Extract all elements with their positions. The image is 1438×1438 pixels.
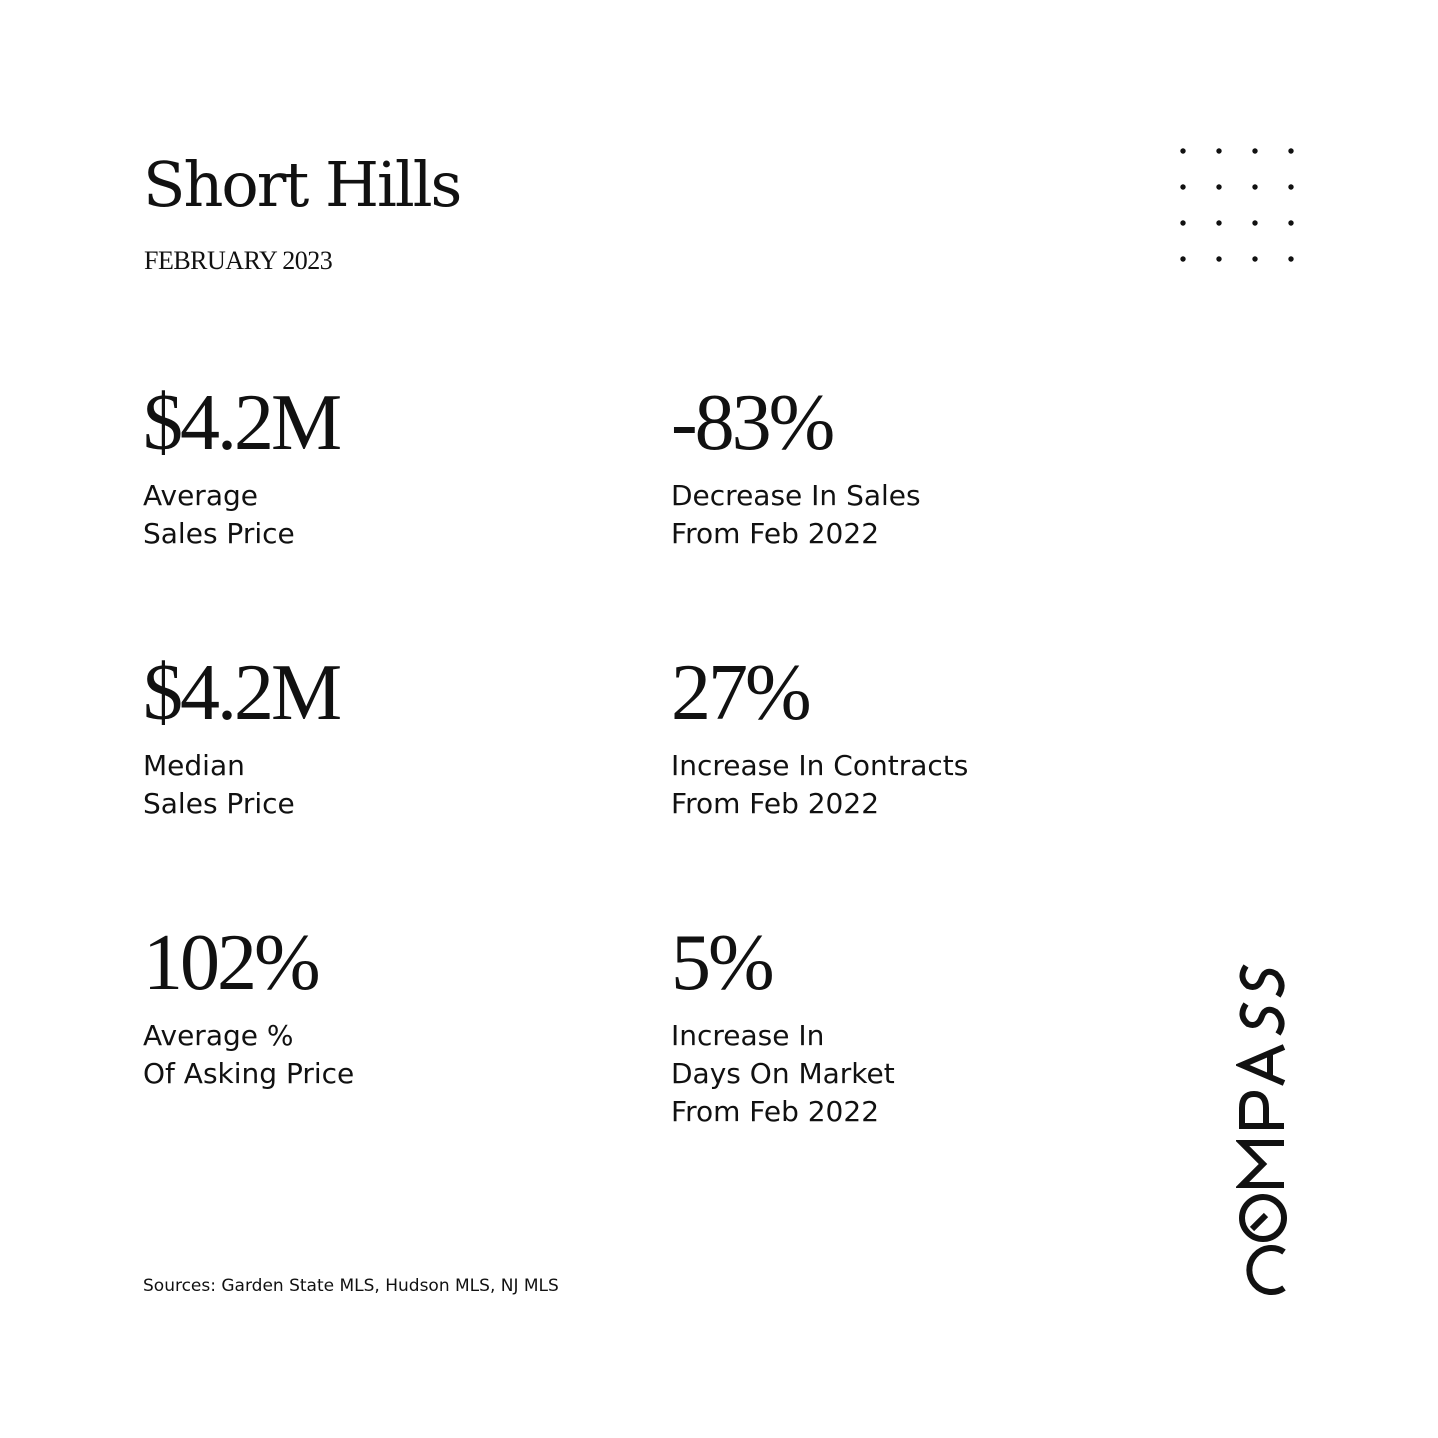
stat-label: Average Sales Price <box>143 479 295 550</box>
stat-label: Decrease In Sales From Feb 2022 <box>671 479 921 550</box>
compass-logo <box>1236 950 1296 1296</box>
stat-value: 27% <box>671 649 809 737</box>
report-period: FEBRUARY 2023 <box>144 246 333 275</box>
stat-sales-change <box>671 379 1151 553</box>
stat-value: 5% <box>671 919 772 1007</box>
stat-days-on-market-change <box>671 919 1151 1131</box>
stat-label: Increase In Contracts From Feb 2022 <box>671 749 969 820</box>
stat-percent-of-asking <box>143 919 623 1093</box>
stat-label: Increase In Days On Market From Feb 2022 <box>671 1019 895 1128</box>
stat-label: Median Sales Price <box>143 749 295 820</box>
stat-value: -83% <box>671 379 833 467</box>
stat-value: $4.2M <box>143 379 340 467</box>
stat-median-sales-price <box>143 649 623 823</box>
stat-average-sales-price <box>143 379 623 553</box>
dot-grid-icon <box>1176 144 1300 268</box>
sources-note: Sources: Garden State MLS, Hudson MLS, NJ MLS <box>143 1276 559 1296</box>
stat-contracts-change <box>671 649 1151 823</box>
stat-value: 102% <box>143 919 318 1007</box>
stat-label: Average % Of Asking Price <box>143 1019 355 1090</box>
stat-value: $4.2M <box>143 649 340 737</box>
page-title: Short Hills <box>143 148 461 221</box>
